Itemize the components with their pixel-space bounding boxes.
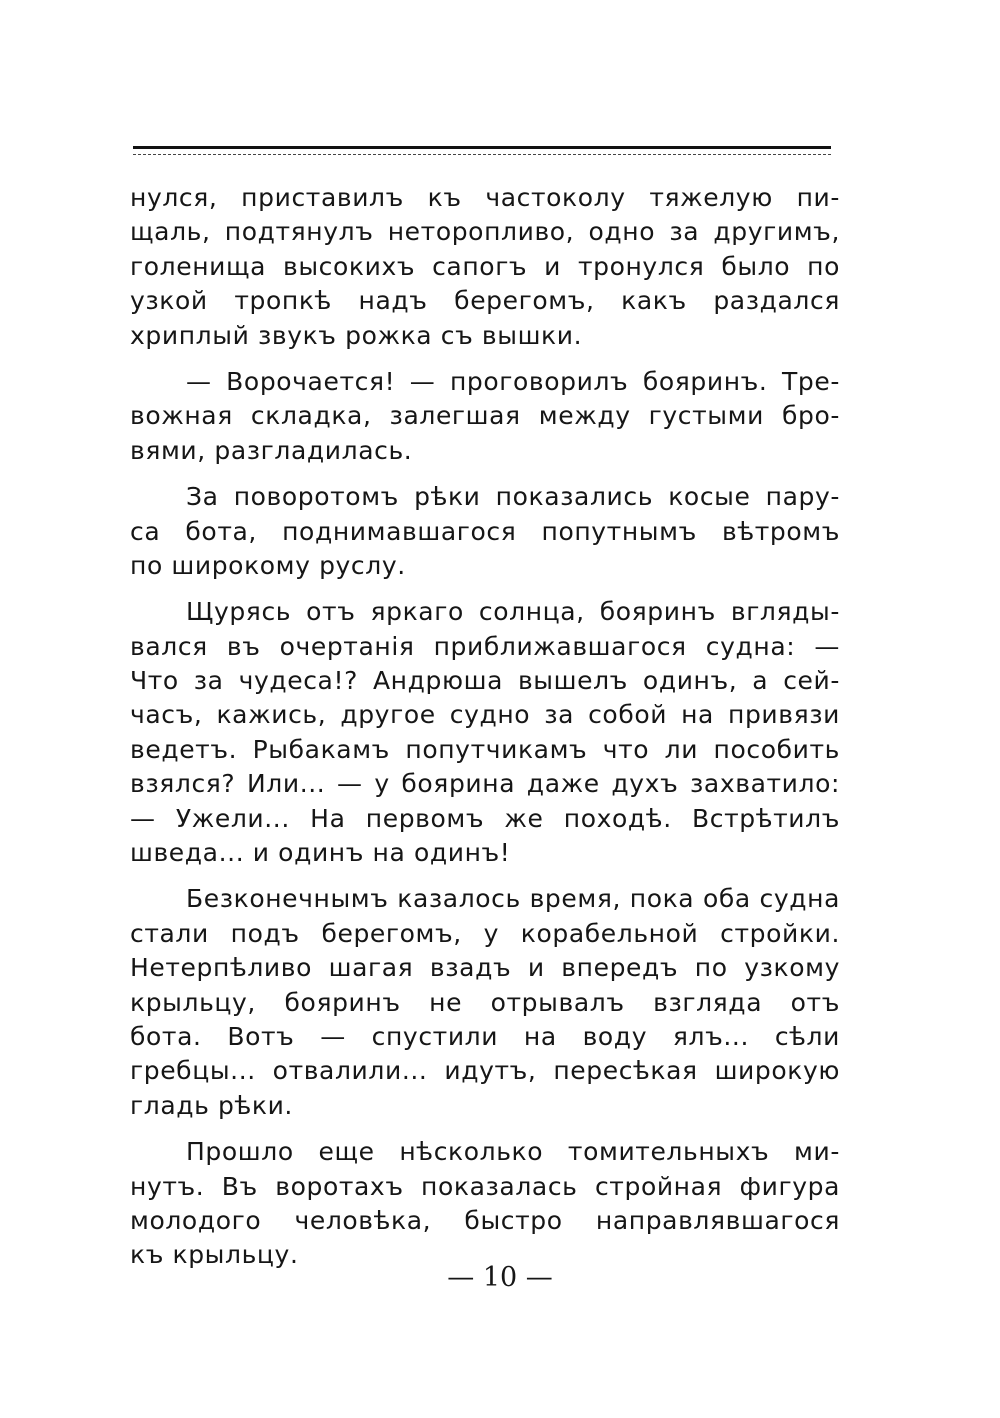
- paragraph: [130, 1135, 840, 1273]
- text-line: Прошло еще нѣсколько томительныхъ ми-: [186, 1137, 840, 1167]
- text-line: гребцы... отвалили... идутъ, пересѣкая широкую: [130, 1056, 840, 1086]
- paragraph: [130, 181, 840, 353]
- text-line: — Ворочается! — проговорилъ бояринъ. Тре-: [186, 366, 840, 396]
- text-line: голенища высокихъ сапогъ и тронулся было по: [130, 251, 840, 281]
- text-line: хриплый звукъ рожка съ вышки.: [130, 320, 583, 350]
- text-line: по широкому руслу.: [130, 550, 406, 580]
- text-line: гладь рѣки.: [130, 1090, 293, 1120]
- text-line: бота. Вотъ — спустили на воду ялъ... сѣли: [130, 1021, 840, 1051]
- paragraph: [130, 480, 840, 583]
- text-line: За поворотомъ рѣки показались косые пару-: [186, 482, 840, 512]
- text-line: Нетерпѣливо шагая взадъ и впередъ по узкому: [130, 953, 840, 983]
- body-text: [130, 181, 840, 1285]
- text-line: Безконечнымъ казалось время, пока оба судна: [186, 884, 840, 914]
- text-line: къ крыльцу.: [130, 1240, 299, 1270]
- text-line: шведа... и одинъ на одинъ!: [130, 838, 511, 868]
- text-line: вожная складка, залегшая между густыми бро-: [130, 401, 840, 431]
- text-line: узкой тропкѣ надъ берегомъ, какъ раздался: [130, 286, 840, 316]
- text-line: са бота, поднимавшагося попутнымъ вѣтромъ: [130, 516, 840, 546]
- text-line: Что за чудеса!? Андрюша вышелъ одинъ, а сей-: [130, 666, 840, 696]
- paragraph: [130, 365, 840, 468]
- paragraph: [130, 882, 840, 1123]
- text-line: Щурясь отъ яркаго солнца, бояринъ вгляды-: [186, 597, 840, 627]
- text-line: взялся? Или... — у боярина даже духъ захватило:: [130, 769, 840, 799]
- text-line: нулся, приставилъ къ частоколу тяжелую пи-: [130, 183, 840, 212]
- text-line: вался въ очертанія приближавшагося судна: —: [130, 631, 840, 661]
- paragraph: [130, 595, 840, 870]
- text-line: стали подъ берегомъ, у корабельной стройки.: [130, 918, 840, 948]
- text-line: крыльцу, бояринъ не отрывалъ взгляда отъ: [130, 987, 840, 1017]
- header-rule: [133, 146, 831, 149]
- text-line: вями, разгладилась.: [130, 435, 413, 465]
- text-line: ведетъ. Рыбакамъ попутчикамъ что ли пособить: [130, 734, 840, 764]
- text-line: часъ, кажись, другое судно за собой на привязи: [130, 700, 840, 730]
- text-line: щаль, подтянулъ неторопливо, одно за другимъ,: [130, 217, 840, 247]
- text-line: нутъ. Въ воротахъ показалась стройная фигура: [130, 1171, 840, 1201]
- text-line: — Ужели... На первомъ же походѣ. Встрѣтилъ: [130, 803, 840, 833]
- page-number: — 10 —: [447, 1262, 553, 1293]
- header-rule-thin: [133, 154, 831, 155]
- text-line: молодого человѣка, быстро направлявшагося: [130, 1205, 840, 1235]
